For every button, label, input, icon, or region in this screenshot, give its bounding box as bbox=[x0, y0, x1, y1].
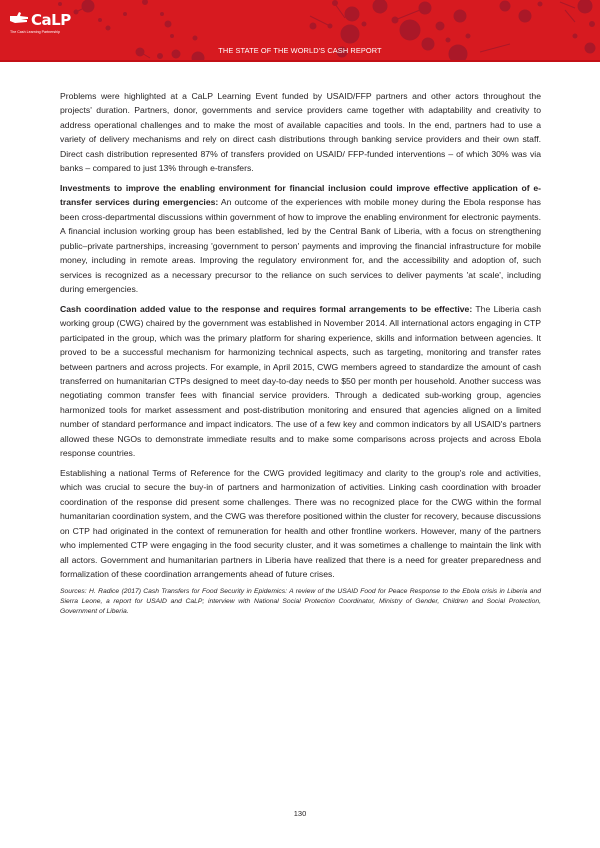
paragraph-3-cash-coordination bbox=[60, 302, 541, 461]
header-divider bbox=[0, 60, 600, 62]
paragraph-lead: Cash coordination added value to the response and requires formal arrangements to be effective: bbox=[60, 303, 473, 314]
paragraph-text: Establishing a national Terms of Reference for the CWG provided legitimacy and clarity to the group's role and activities, which was crucial to secure the buy-in of partners and harmonization of activities. Linking cash coordination with broader coordination of the response did present some challenges. There was no recognized place for the CWG within the formal humanitarian coordination system, and the CWG was therefore positioned within the cluster for recovery, because discussions on CTP had originated in the context of remuneration for health and other frontline workers. However, many of the partners who implemented CTP were engaging in the food security cluster, and it was sometimes a challenge to maintain the link with all actors. Government and humanitarian partners in Liberia have realized that there is a need for greater preparedness and formalization of these coordination arrangements ahead of future crises. bbox=[60, 467, 541, 580]
article-body bbox=[60, 89, 541, 618]
brand-name: CaLP bbox=[31, 11, 71, 29]
calp-logo bbox=[9, 10, 89, 40]
hand-logo-icon bbox=[9, 12, 29, 24]
paragraph-text: The Liberia cash working group (CWG) chaired by the government was established in November 2014. All international actors engaging in CTP participated in the group, which was the primary platform for sharing experience, skills and information between agencies. It proved to be a successful mechanism for harmonizing technical aspects, such as targeting, monitoring and transfer rates between partners and across projects. For example, in April 2015, CWG members agreed to standardize the amount of cash transferred on humanitarian CTPs designed to meet day-to-day needs to $50 per month per household. Another success was negotiating common transfer fees with financial service providers. Through a dedicated sub-working group, agencies harmonized tools for market assessment and post-distribution monitoring and ensured that agencies aligned on a limited number of standard performance and impact indicators. The use of a few key and common indicators by all USAID's partners allowed these NGOs to demonstrate immediate results and to make some comparisons across projects and across Ebola response countries. bbox=[60, 303, 541, 459]
paragraph-text: Problems were highlighted at a CaLP Learning Event funded by USAID/FFP partners and other actors throughout the projects' duration. Partners, donor, governments and service providers came together with adaptability and creativity to address operational challenges and to make the most of available capacities and tools. In the end, partners had to use a variety of delivery mechanisms and rely on direct cash distributions through banking service providers and their own staff. Direct cash distribution represented 87% of transfers provided on USAID/ FFP-funded interventions – of which 30% was via banks – compared to just 13% through e-transfers. bbox=[60, 91, 541, 174]
brand-tagline: The Cash Learning Partnership bbox=[10, 30, 60, 34]
paragraph-2-financial-inclusion bbox=[60, 181, 541, 297]
paragraph-lead: Investments to improve the enabling environment for financial inclusion could improve effective application of e-transfer services during emergencies: bbox=[60, 182, 541, 208]
report-title: THE STATE OF THE WORLD'S CASH REPORT bbox=[218, 46, 382, 55]
paragraph-1 bbox=[60, 89, 541, 176]
sources-note: Sources: H. Radice (2017) Cash Transfers for Food Security in Epidemics: A review of the USAID Food for Peace Response to the Ebola crisis in Liberia and Sierra Leone, a report for USAID and CaLP; interview with National Social Protection Coordinator, Ministry of Gender, Children and Social Protection, Government of Liberia. bbox=[60, 587, 541, 616]
page-header-banner bbox=[0, 0, 600, 62]
paragraph-text: An outcome of the experiences with mobile money during the Ebola response has been cross-departmental discussions within government of how to improve the enabling environment for electronic payments. A financial inclusion working group has been established, led by the Central Bank of Liberia, with a focus on strengthening public–private partnerships, increasing 'government to person' payments and improving the financial infrastructure for mobile money, including in remote areas. Improving the regulatory environment for, and the accessibility and adoption of, such services is recognized as a necessary precursor to the reliance on such services to deliver payments 'at scale', including during emergencies. bbox=[60, 197, 541, 295]
paragraph-4-terms-of-reference bbox=[60, 466, 541, 582]
page-number: 130 bbox=[293, 809, 307, 818]
